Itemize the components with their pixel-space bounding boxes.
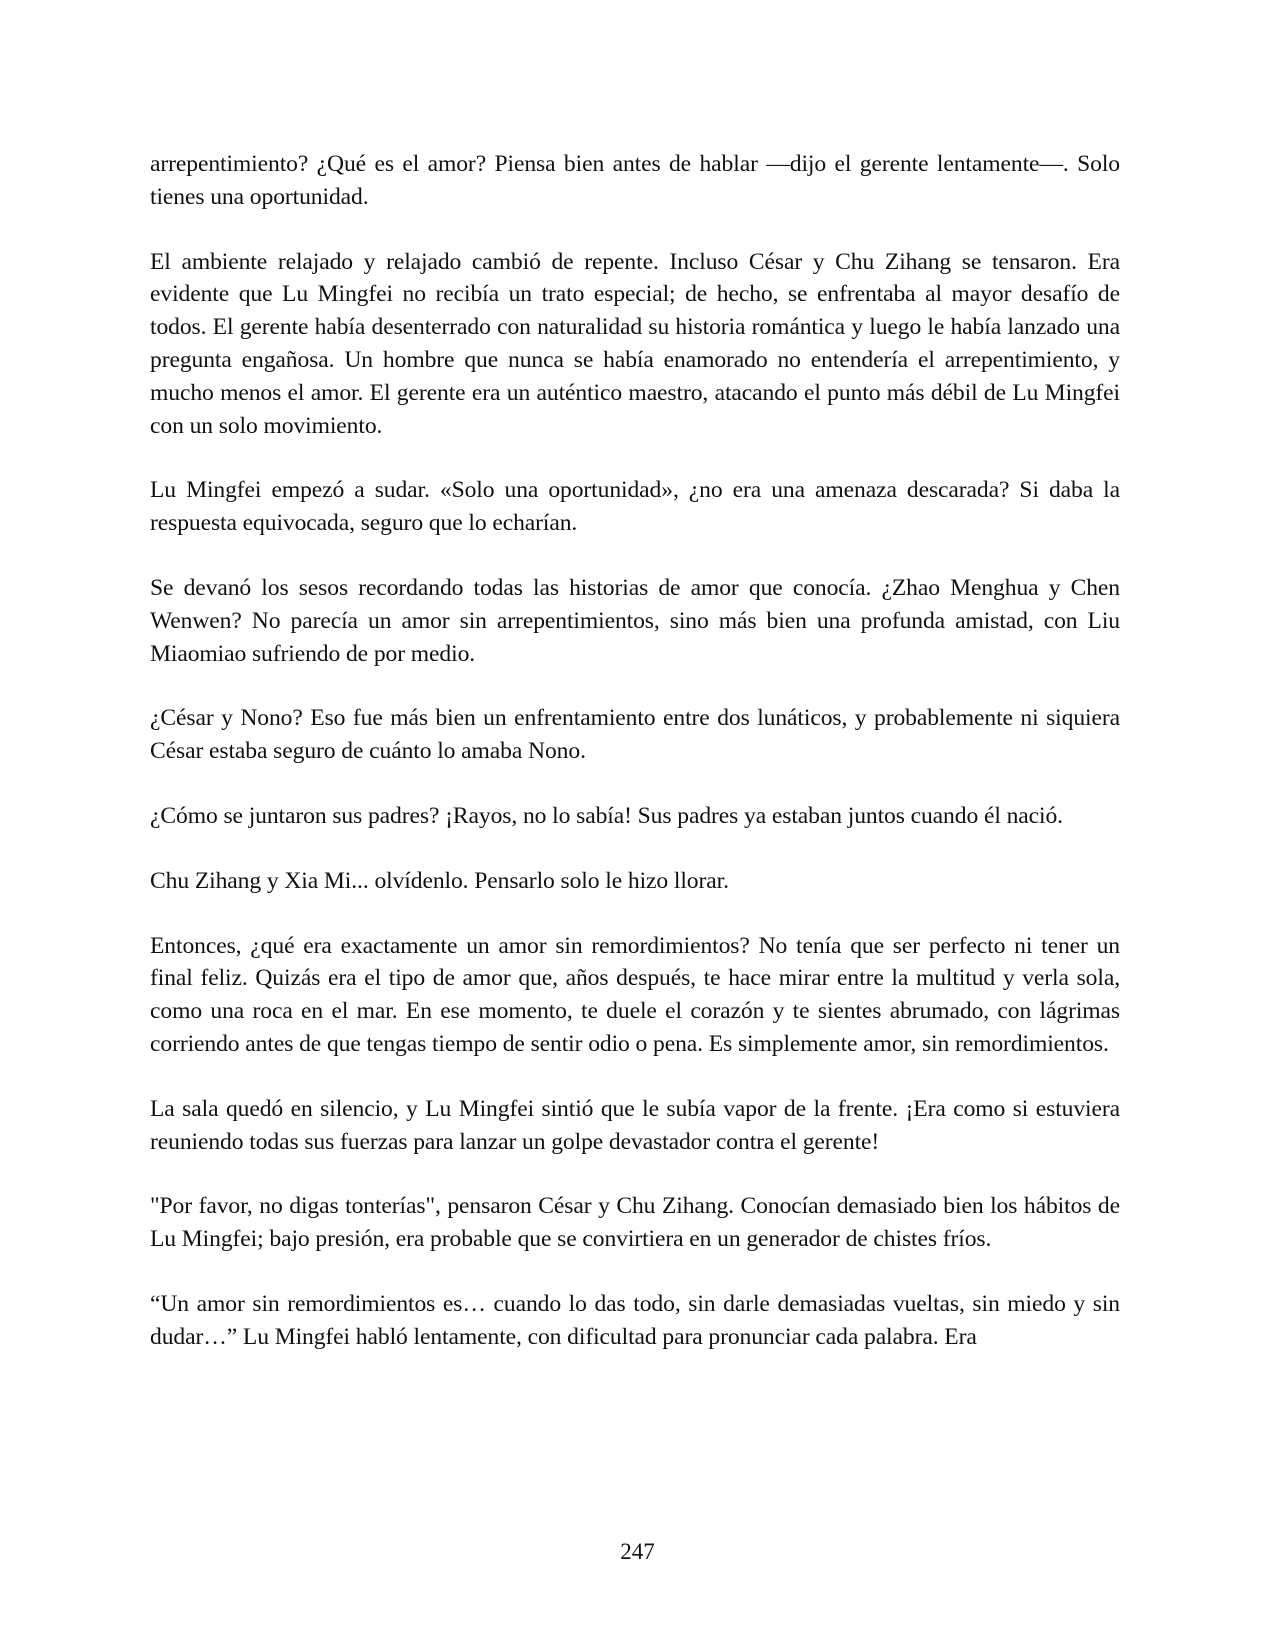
paragraph-3: Lu Mingfei empezó a sudar. «Solo una oportunidad», ¿no era una amenaza descarada? Si daba la respuesta equivocada, seguro que lo echarían. [150,477,1120,537]
paragraph-6: ¿Cómo se juntaron sus padres? ¡Rayos, no lo sabía! Sus padres ya estaban juntos cuando él nació. [150,802,1063,829]
paragraph-1: arrepentimiento? ¿Qué es el amor? Piensa bien antes de hablar —dijo el gerente lentamente—. Solo tienes una oportunidad. [150,151,1120,210]
paragraph-9: La sala quedó en silencio, y Lu Mingfei sintió que le subía vapor de la frente. ¡Era como si estuviera reuniendo todas sus fuerzas para lanzar un golpe devastador contra el gerente! [150,1095,1120,1155]
paragraph-2: El ambiente relajado y relajado cambió de repente. Incluso César y Chu Zihang se tensaron. Era evidente que Lu Mingfei no recibía un trato especial; de hecho, se enfrentaba al mayor desafío de todos. El gerente había desenterrado con naturalidad su historia romántica y luego le había lanzado una pregunta engañosa. Un hombre que nunca se había enamorado no entendería el arrepentimiento, y mucho menos el amor. El gerente era un auténtico maestro, atacando el punto más débil de Lu Mingfei con un solo movimiento. [150,248,1120,439]
paragraph-11: “Un amor sin remordimientos es… cuando lo das todo, sin darle demasiadas vueltas, sin miedo y sin dudar…” Lu Mingfei habló lentamente, con dificultad para pronunciar cada palabra. Era [150,1290,1120,1350]
page-number: 247 [620,1539,655,1564]
paragraph-7: Chu Zihang y Xia Mi... olvídenlo. Pensarlo solo le hizo llorar. [150,867,729,894]
paragraph-4: Se devanó los sesos recordando todas las historias de amor que conocía. ¿Zhao Menghua y Chen Wenwen? No parecía un amor sin arrepentimientos, sino más bien una profunda amistad, con Liu Miaomiao sufriendo de por medio. [150,574,1120,667]
paragraph-8: Entonces, ¿qué era exactamente un amor sin remordimientos? No tenía que ser perfecto ni tener un final feliz. Quizás era el tipo de amor que, años después, te hace mirar entre la multitud y verla sola, como una roca en el mar. En ese momento, te duele el corazón y te sientes abrumado, con lágrimas corriendo antes de que tengas tiempo de sentir odio o pena. Es simplemente amor, sin remordimientos. [150,932,1120,1057]
paragraph-10: "Por favor, no digas tonterías", pensaron César y Chu Zihang. Conocían demasiado bien los hábitos de Lu Mingfei; bajo presión, era probable que se convirtiera en un generador de chistes fríos. [150,1193,1120,1253]
page-body [150,148,1120,1386]
paragraph-5: ¿César y Nono? Eso fue más bien un enfrentamiento entre dos lunáticos, y probablemente ni siquiera César estaba seguro de cuánto lo amaba Nono. [150,705,1120,765]
